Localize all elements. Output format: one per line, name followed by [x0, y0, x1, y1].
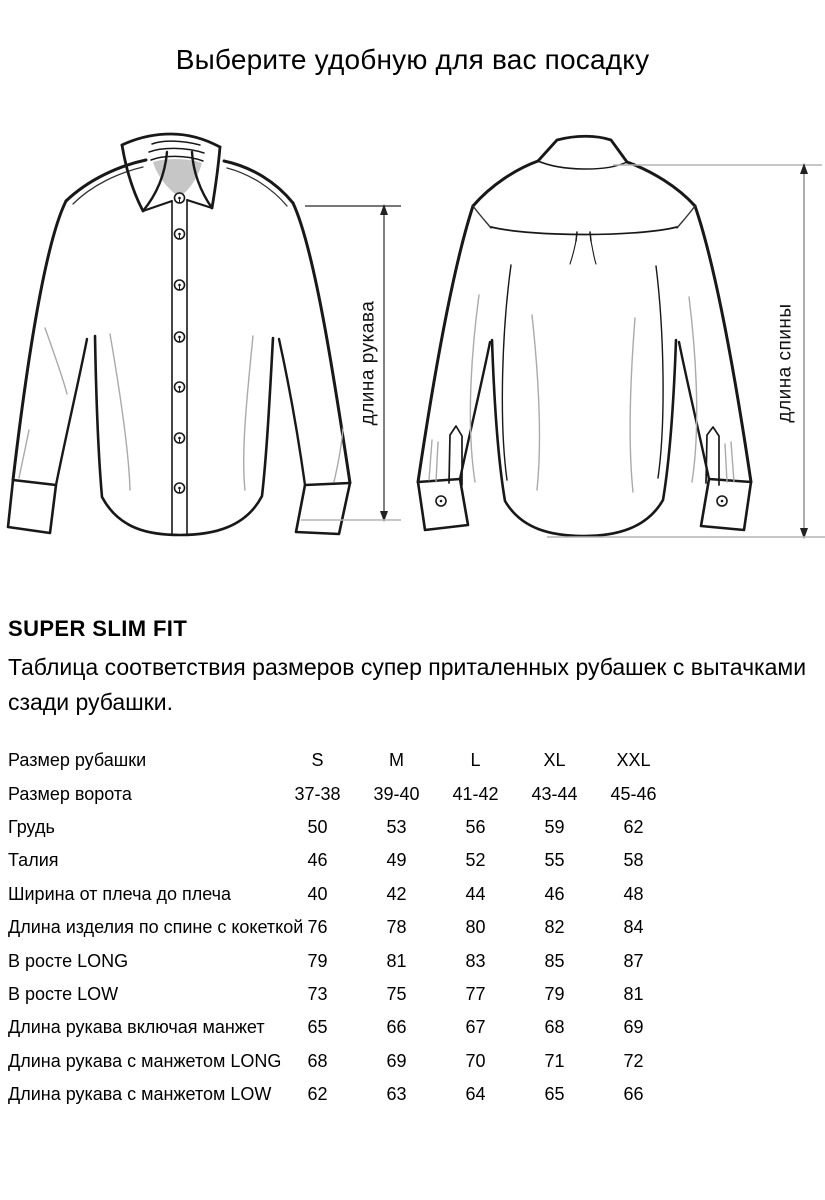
row-label: Длина рукава включая манжет: [8, 1017, 265, 1038]
size-value: 59: [544, 816, 565, 837]
size-value: 73: [307, 983, 328, 1004]
size-value: 42: [386, 883, 407, 904]
front-placket-buttons: [175, 193, 185, 493]
size-value: 48: [623, 883, 644, 904]
size-value: 39-40: [373, 783, 420, 804]
size-value: 44: [465, 883, 486, 904]
size-value: 53: [386, 816, 407, 837]
row-label: Ширина от плеча до плеча: [8, 883, 232, 904]
size-value: 85: [544, 950, 565, 971]
table-row-sleeve-cuff-low: [8, 1078, 708, 1111]
size-value: XL: [543, 750, 566, 771]
row-label: Длина изделия по спине с кокеткой: [8, 917, 304, 938]
size-value: 64: [465, 1084, 486, 1105]
size-value: 69: [386, 1050, 407, 1071]
size-value: 58: [623, 850, 644, 871]
size-value: 62: [623, 816, 644, 837]
size-value: 46: [307, 850, 328, 871]
size-value: 56: [465, 816, 486, 837]
fit-heading: SUPER SLIM FIT: [8, 616, 188, 641]
size-value: 72: [623, 1050, 644, 1071]
back-length-label: длина спины: [774, 303, 796, 423]
table-row-shoulder-width: [8, 878, 708, 911]
back-shirt-drawing: [418, 136, 751, 536]
size-value: 79: [544, 983, 565, 1004]
size-value: 46: [544, 883, 565, 904]
size-value: 82: [544, 917, 565, 938]
fit-description-line2: сзади рубашки.: [8, 689, 173, 715]
size-value: 68: [307, 1050, 328, 1071]
row-label: В росте LOW: [8, 983, 119, 1004]
size-value: 68: [544, 1017, 565, 1038]
table-row-waist: [8, 844, 708, 877]
table-row-height-long: [8, 944, 708, 977]
front-fold-creases: [19, 328, 343, 490]
row-label: Размер рубашки: [8, 750, 147, 771]
size-value: 52: [465, 850, 486, 871]
size-value: 84: [623, 917, 644, 938]
size-value: 78: [386, 917, 407, 938]
size-value: 43-44: [531, 783, 578, 804]
fit-description-line1: Таблица соответствия размеров супер приталенных рубашек с вытачками: [8, 654, 807, 680]
size-value: 40: [307, 883, 328, 904]
size-value: XXL: [616, 750, 651, 771]
sleeve-length-measure: [301, 204, 401, 522]
row-label: Размер ворота: [8, 783, 132, 804]
table-row-height-low: [8, 978, 708, 1011]
size-value: M: [389, 750, 404, 771]
size-value: 79: [307, 950, 328, 971]
size-value: L: [470, 750, 481, 771]
size-value: 65: [307, 1017, 328, 1038]
row-label: Длина рукава с манжетом LOW: [8, 1084, 272, 1105]
size-value: 81: [623, 983, 644, 1004]
row-label: В росте LONG: [8, 950, 129, 971]
size-value: S: [311, 750, 324, 771]
size-value: 77: [465, 983, 486, 1004]
size-value: 71: [544, 1050, 565, 1071]
size-value: 45-46: [610, 783, 657, 804]
size-value: 37-38: [294, 783, 341, 804]
size-value: 76: [307, 917, 328, 938]
row-label: Талия: [8, 850, 59, 871]
table-row-collar-size: [8, 777, 708, 810]
size-value: 49: [386, 850, 407, 871]
size-value: 83: [465, 950, 486, 971]
size-value: 41-42: [452, 783, 499, 804]
size-value: 50: [307, 816, 328, 837]
table-row-sleeve-with-cuff: [8, 1011, 708, 1044]
table-row-sleeve-cuff-long: [8, 1045, 708, 1078]
size-value: 65: [544, 1084, 565, 1105]
size-value: 63: [386, 1084, 407, 1105]
size-value: 55: [544, 850, 565, 871]
shirt-diagram-svg: [0, 130, 825, 560]
shirt-diagrams: [0, 130, 825, 560]
size-value: 69: [623, 1017, 644, 1038]
size-value: 81: [386, 950, 407, 971]
table-row-shirt-size: [8, 744, 708, 777]
fit-description: [8, 650, 813, 720]
back-fold-creases: [429, 295, 734, 492]
size-value: 80: [465, 917, 486, 938]
size-value: 67: [465, 1017, 486, 1038]
sleeve-length-label: длина рукава: [357, 300, 379, 426]
back-cuff-buttons: [436, 496, 727, 506]
page-title: Выберите удобную для вас посадку: [175, 44, 650, 75]
size-value: 66: [623, 1084, 644, 1105]
size-value: 75: [386, 983, 407, 1004]
row-label: Грудь: [8, 816, 55, 837]
table-row-back-length-yoke: [8, 911, 708, 944]
size-value: 66: [386, 1017, 407, 1038]
size-value: 70: [465, 1050, 486, 1071]
size-table: [8, 744, 708, 1111]
size-value: 62: [307, 1084, 328, 1105]
back-length-measure: [547, 163, 825, 539]
size-value: 87: [623, 950, 644, 971]
row-label: Длина рукава с манжетом LONG: [8, 1050, 282, 1071]
table-row-chest: [8, 811, 708, 844]
